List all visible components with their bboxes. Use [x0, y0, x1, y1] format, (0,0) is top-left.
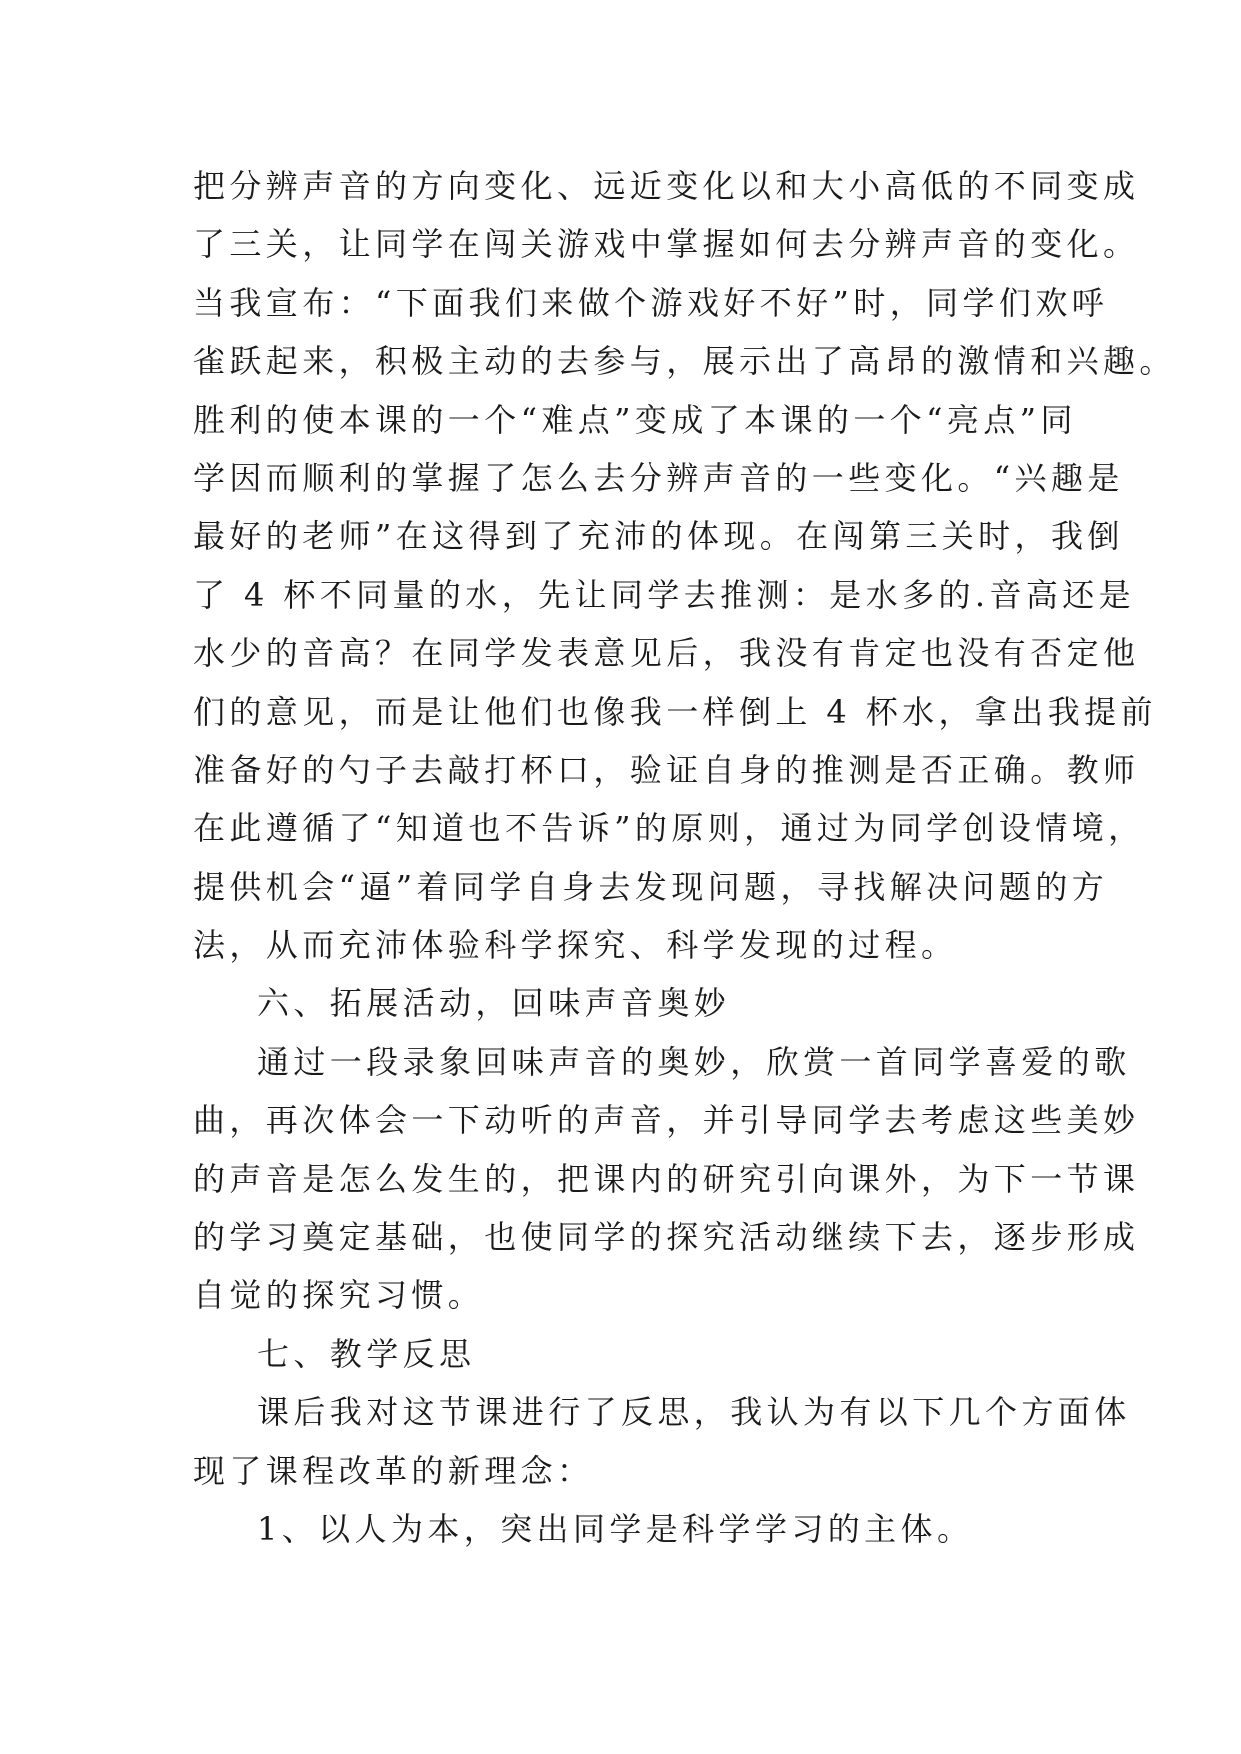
text-line: 胜利的使本课的一个“难点”变成了本课的一个“亮点”同 [193, 400, 1077, 439]
text-line: 在此遵循了“知道也不告诉”的原则，通过为同学创设情境， [193, 809, 1145, 848]
text-line: 提供机会“逼”着同学自身去发现问题，寻找解决问题的方 [193, 867, 1109, 906]
text-line: 把分辨声音的方向变化、远近变化以和大小高低的不同变成 [193, 167, 1140, 205]
text-line: 雀跃起来，积极主动的去参与，展示出了高昂的激情和兴趣。 [193, 342, 1176, 381]
text-line: 课后我对这节课进行了反思，我认为有以下几个方面体 [257, 1393, 1131, 1432]
text-line: 通过一段录象回味声音的奥妙，欣赏一首同学喜爱的歌 [257, 1042, 1131, 1081]
text-line: 水少的音高？在同学发表意见后，我没有肯定也没有否定他 [193, 634, 1140, 673]
text-line: 1、以人为本，突出同学是科学学习的主体。 [257, 1509, 974, 1548]
text-line: 的声音是怎么发生的，把课内的研究引向课外，为下一节课 [193, 1159, 1140, 1198]
text-line: 现了课程改革的新理念： [193, 1451, 594, 1490]
text-line: 学因而顺利的掌握了怎么去分辨声音的一些变化。“兴趣是 [193, 458, 1124, 497]
document-body-text [193, 157, 1176, 1558]
text-line: 准备好的勺子去敲打杯口，验证自身的推测是否正确。教师 [193, 750, 1140, 789]
text-line: 的学习奠定基础，也使同学的探究活动继续下去，逐步形成 [193, 1218, 1140, 1257]
text-line: 当我宣布：“下面我们来做个游戏好不好”时，同学们欢呼 [193, 283, 1109, 322]
text-line: 法，从而充沛体验科学探究、科学发现的过程。 [193, 926, 958, 965]
text-line: 了 4 杯不同量的水，先让同学去推测：是水多的.音高还是 [193, 575, 1136, 614]
text-line: 曲，再次体会一下动听的声音，并引导同学去考虑这些美妙 [193, 1101, 1140, 1140]
text-line: 了三关，让同学在闯关游戏中掌握如何去分辨声音的变化。 [193, 225, 1140, 264]
text-line: 最好的老师”在这得到了充沛的体现。在闯第三关时，我倒 [193, 517, 1124, 556]
text-line: 们的意见，而是让他们也像我一样倒上 4 杯水，拿出我提前 [193, 692, 1157, 731]
text-line: 六、拓展活动，回味声音奥妙 [257, 984, 731, 1023]
text-line: 七、教学反思 [257, 1334, 476, 1373]
text-line: 自觉的探究习惯。 [193, 1276, 485, 1315]
